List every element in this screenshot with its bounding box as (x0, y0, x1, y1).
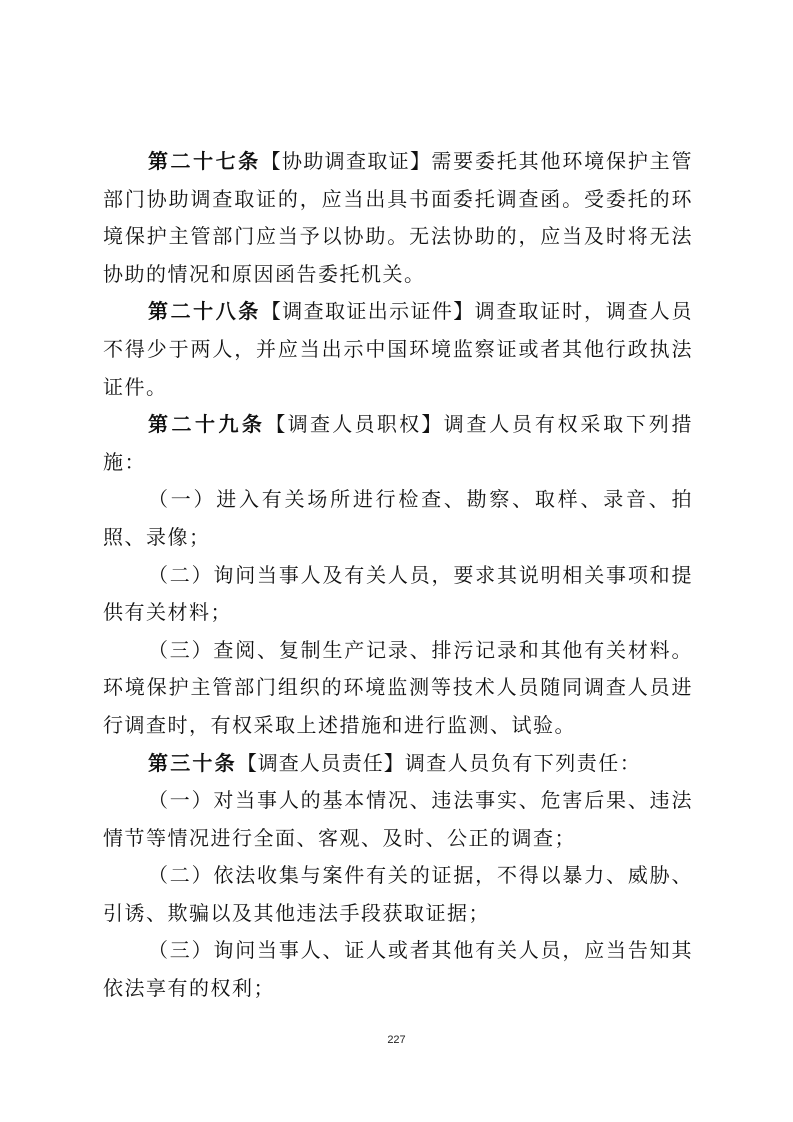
document-body (103, 143, 693, 1008)
article-title: 【调查人员责任】 (236, 750, 405, 775)
list-item-paragraph: （三）询问当事人、证人或者其他有关人员，应当告知其依法享有的权利； (103, 938, 693, 1001)
article-number: 第三十条 (148, 750, 237, 775)
article-text: 需要委托其他环境保护主管部门协助调查取证的，应当出具书面委托调查函。受委托的环境保护主管部门应当予以协助。无法协助的，应当及时将无法协助的情况和原因函告委托机关。 (103, 149, 694, 286)
list-item-paragraph: （三）查阅、复制生产记录、排污记录和其他有关材料。环境保护主管部门组织的环境监测等技术人员随同调查人员进行调查时，有权采取上述措施和进行监测、试验。 (103, 637, 693, 737)
list-item-paragraph: （一）对当事人的基本情况、违法事实、危害后果、违法情节等情况进行全面、客观、及时、公正的调查； (103, 788, 693, 850)
article-number: 第二十七条 (148, 149, 261, 173)
article-28-paragraph (103, 293, 693, 406)
article-title: 【调查取证出示证件】 (260, 299, 475, 324)
article-number: 第二十八条 (148, 299, 261, 324)
article-29-paragraph (103, 406, 693, 481)
article-text: 调查人员有权采取下列措施： (103, 412, 694, 474)
page-number: 227 (387, 1034, 406, 1046)
article-text: 调查取证时，调查人员不得少于两人，并应当出示中国环境监察证或者其他行政执法证件。 (103, 299, 693, 399)
article-number: 第二十九条 (148, 412, 266, 437)
list-item-paragraph: （二）询问当事人及有关人员，要求其说明相关事项和提供有关材料； (103, 562, 693, 625)
list-item-paragraph: （一）进入有关场所进行检查、勘察、取样、录音、拍照、录像； (103, 487, 693, 549)
article-27-paragraph (103, 143, 693, 293)
article-text: 调查人员负有下列责任： (404, 750, 642, 775)
list-item-paragraph: （二）依法收集与案件有关的证据，不得以暴力、威胁、引诱、欺骗以及其他违法手段获取证据； (103, 863, 693, 925)
article-title: 【调查人员职权】 (265, 412, 444, 437)
article-30-paragraph (103, 745, 693, 783)
article-title: 【协助调查取证】 (260, 149, 432, 173)
